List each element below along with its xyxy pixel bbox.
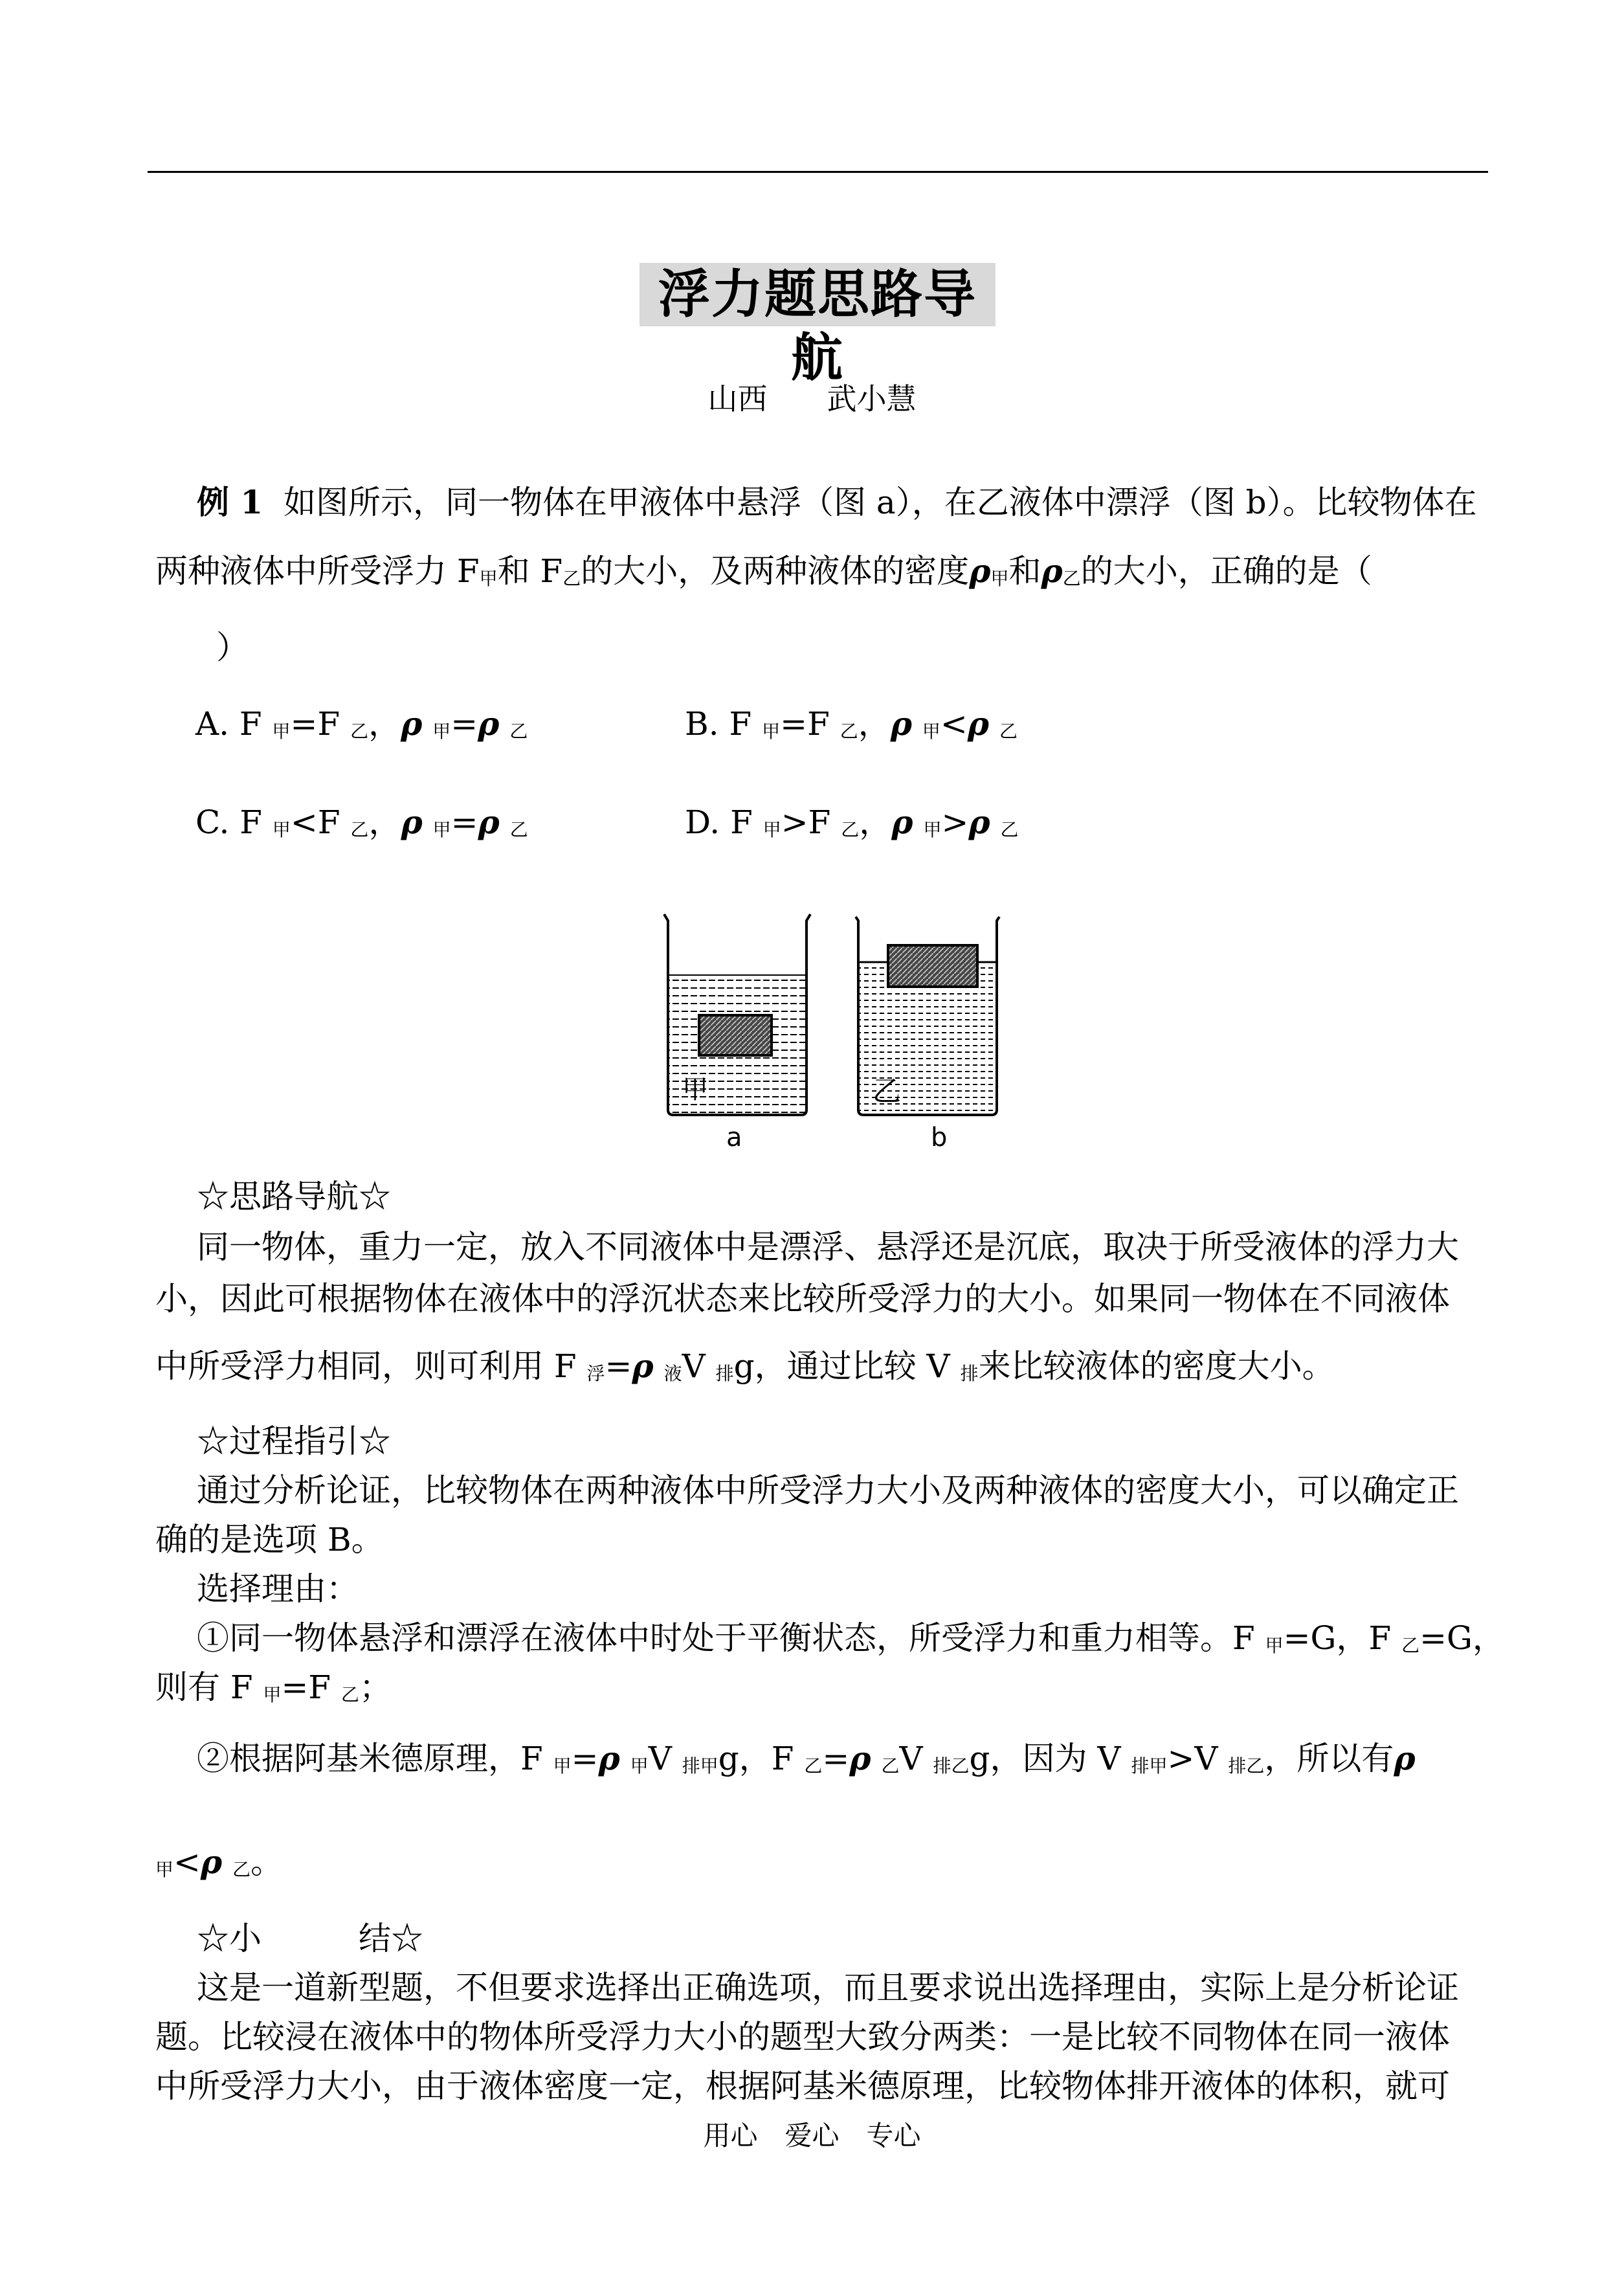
navigation-line-1: 同一物体，重力一定，放入不同液体中是漂浮、悬浮还是沉底，取决于所受液体的浮力大 xyxy=(197,1228,1459,1266)
summary-line-3: 中所受浮力大小，由于液体密度一定，根据阿基米德原理，比较物体排开液体的体积，就可 xyxy=(155,2067,1450,2105)
author-line: 山西 武小慧 xyxy=(707,381,917,416)
navigation-line-3: 中所受浮力相同，则可利用 F 浮=ρ 液V 排g，通过比较 V 排来比较液体的密度大小。 xyxy=(155,1347,1335,1385)
section-navigation-title: ☆思路导航☆ xyxy=(197,1178,391,1215)
example-line-1: 例 1 如图所示，同一物体在甲液体中悬浮（图 a），在乙液体中漂浮（图 b）。比较物体在 xyxy=(197,483,1477,521)
reason-1-line-2: 则有 F 甲=F 乙； xyxy=(155,1668,392,1706)
object-a xyxy=(699,1015,772,1055)
example-label: 例 1 xyxy=(197,483,263,521)
summary-line-2: 题。比较浸在液体中的物体所受浮力大小的题型大致分两类：一是比较不同物体在同一液体 xyxy=(155,2018,1450,2056)
summary-line-1: 这是一道新型题，不但要求选择出正确选项，而且要求说出选择理由，实际上是分析论证 xyxy=(197,1969,1459,2006)
beaker-b-text: 乙 xyxy=(873,1075,901,1108)
object-b xyxy=(888,945,977,987)
process-line-1: 通过分析论证，比较物体在两种液体中所受浮力大小及两种液体的密度大小，可以确定正 xyxy=(197,1472,1459,1509)
option-c: C. F 甲<F 乙，ρ 甲=ρ 乙 xyxy=(195,803,528,841)
example-line-2: 两种液体中所受浮力 F甲和 F乙的大小，及两种液体的密度ρ甲和ρ乙的大小，正确的是（ xyxy=(155,552,1372,590)
process-line-2: 确的是选项 B。 xyxy=(155,1521,384,1558)
section-process-title: ☆过程指引☆ xyxy=(197,1422,391,1460)
beaker-b xyxy=(856,917,999,1115)
beaker-figure xyxy=(654,906,1016,1152)
figure-label-a: a xyxy=(726,1123,742,1152)
example-line-3: ） xyxy=(216,629,249,666)
option-a: A. F 甲=F 乙，ρ 甲=ρ 乙 xyxy=(195,704,528,743)
section-summary-title: ☆小 结☆ xyxy=(197,1920,423,1957)
reason-2-line-2: 甲<ρ 乙。 xyxy=(155,1843,284,1881)
navigation-line-2: 小，因此可根据物体在液体中的浮沉状态来比较所受浮力的大小。如果同一物体在不同液体 xyxy=(155,1280,1450,1318)
figure-label-b: b xyxy=(931,1123,948,1152)
reason-1-line-1: ①同一物体悬浮和漂浮在液体中时处于平衡状态，所受浮力和重力相等。F 甲=G，F 乙=G， xyxy=(197,1619,1505,1657)
reason-2-line-1: ②根据阿基米德原理，F 甲=ρ 甲V 排甲g，F 乙=ρ 乙V 排乙g，因为 V 排甲>V 排乙，所以有ρ xyxy=(197,1739,1416,1777)
beaker-a xyxy=(664,914,810,1115)
beaker-a-text: 甲 xyxy=(682,1075,708,1105)
reason-title: 选择理由： xyxy=(197,1570,359,1608)
option-b: B. F 甲=F 乙，ρ 甲<ρ 乙 xyxy=(685,704,1018,743)
option-d: D. F 甲>F 乙，ρ 甲>ρ 乙 xyxy=(685,803,1019,841)
header-rule xyxy=(148,171,1488,173)
page-title: 浮力题思路导航 xyxy=(640,263,996,326)
page-footer: 用心 爱心 专心 xyxy=(703,2120,921,2152)
